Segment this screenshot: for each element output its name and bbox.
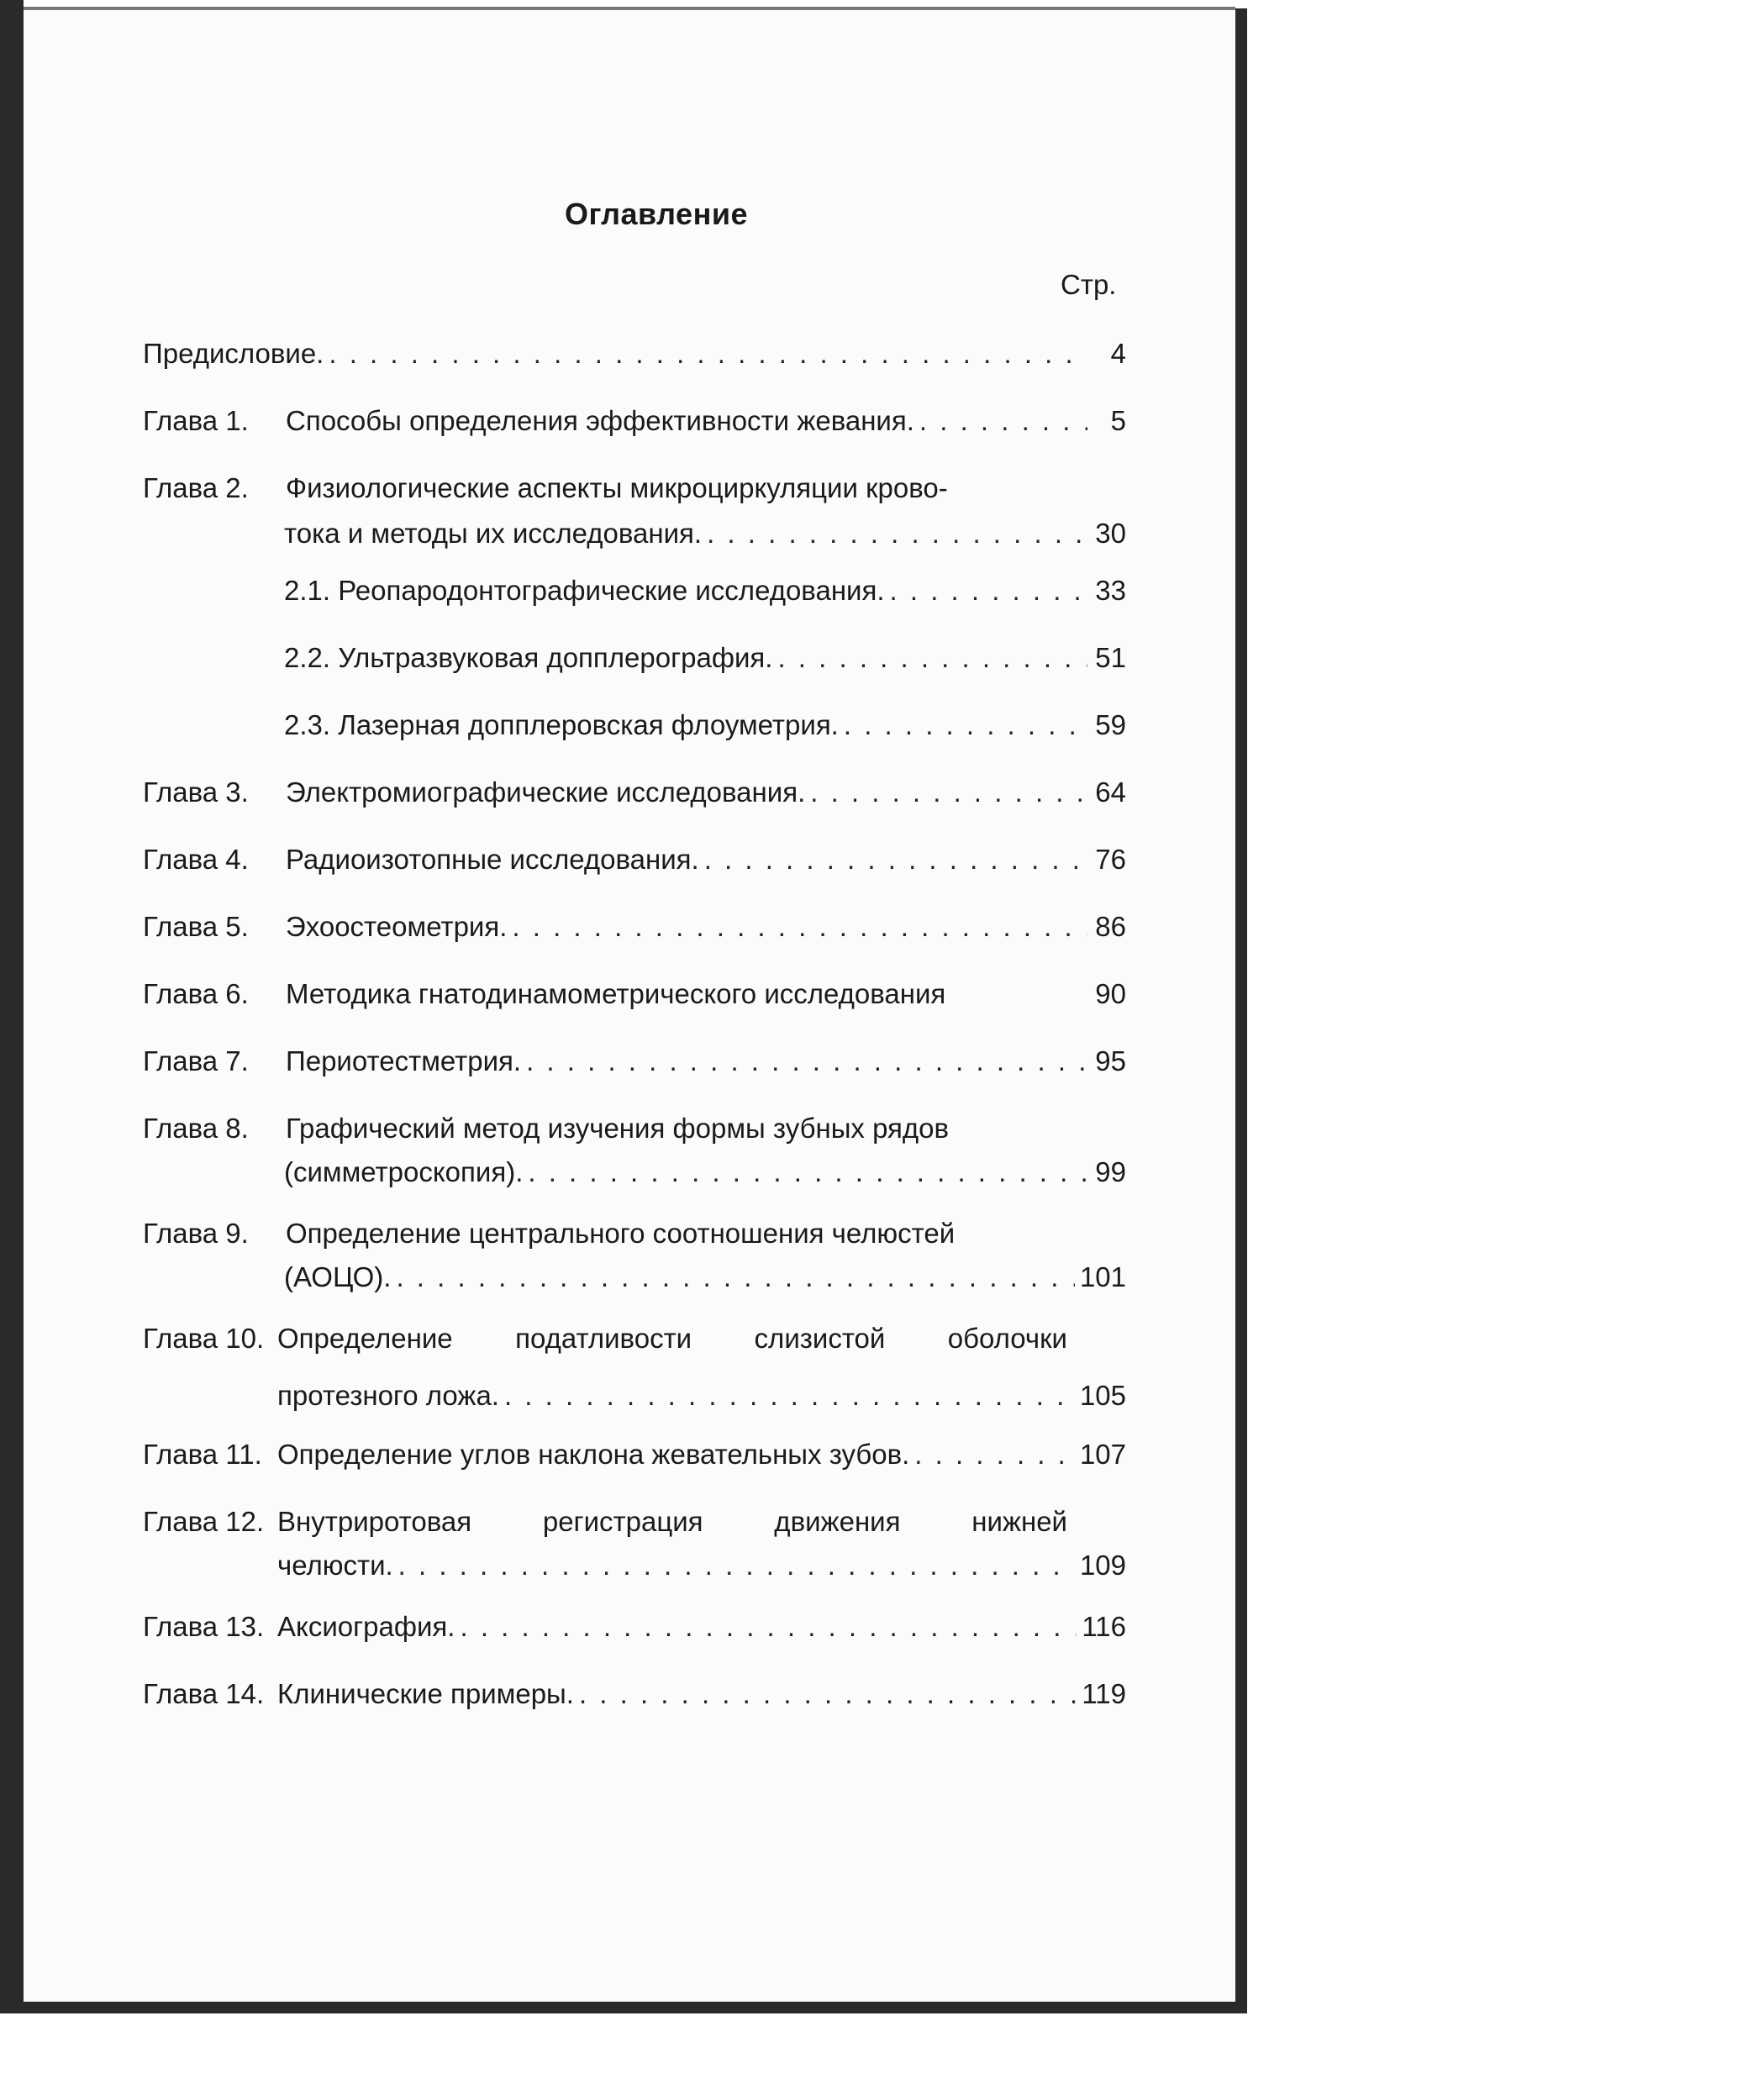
toc-entry-page: 107	[1079, 1439, 1126, 1470]
toc-entry-chapter-2	[143, 466, 1126, 555]
toc-entry-page: 64	[1095, 776, 1126, 808]
toc-entry-page: 116	[1082, 1611, 1126, 1642]
toc-entry-title-line-2: (АОЦО).	[284, 1261, 392, 1292]
toc-entry-page: 101	[1079, 1261, 1126, 1292]
toc-entry-chapter-12	[143, 1500, 1126, 1587]
chapter-label: Глава 1.	[143, 405, 249, 436]
leader-dots	[704, 838, 1087, 882]
chapter-label: Глава 14.	[143, 1678, 265, 1709]
toc-entry-title: Эхоостеометрия.	[286, 911, 508, 942]
toc-entry-title-line-1: Графический метод изучения формы зубных рядов	[286, 1113, 950, 1144]
toc-entry-chapter-9	[143, 1212, 1126, 1299]
toc-entry-chapter-7	[143, 1039, 1126, 1083]
toc-entry-title: 2.1. Реопародонтографические исследования.	[284, 575, 885, 606]
toc-entry-page: 51	[1095, 642, 1126, 673]
leader-dots	[504, 1374, 1075, 1418]
leader-dots	[398, 1544, 1075, 1587]
toc-entry-page: 95	[1095, 1045, 1126, 1076]
chapter-label: Глава 9.	[143, 1218, 249, 1249]
chapter-label: Глава 2.	[143, 472, 249, 503]
leader-dots	[707, 512, 1087, 555]
toc-entry-page: 76	[1095, 844, 1126, 875]
chapter-label: Глава 13.	[143, 1611, 265, 1642]
page-edge-right	[1235, 8, 1247, 2013]
chapter-label: Глава 7.	[143, 1045, 249, 1076]
toc-entry-page: 30	[1095, 518, 1126, 549]
page-column-header: Стр.	[1061, 269, 1117, 300]
toc-entry-page: 119	[1082, 1678, 1126, 1709]
leader-dots	[890, 569, 1087, 613]
toc-entry-title: Аксиография.	[277, 1611, 455, 1642]
leader-dots	[810, 771, 1087, 814]
toc-entry-page: 86	[1095, 911, 1126, 942]
toc-entry-chapter-1	[143, 399, 1126, 443]
chapter-label: Глава 8.	[143, 1113, 249, 1144]
toc-entry-title: 2.2. Ультразвуковая допплерография.	[284, 642, 773, 673]
toc-entry-title: Электромиографические исследования.	[286, 776, 806, 808]
leader-dots	[579, 1672, 1077, 1716]
toc-entry-chapter-5	[143, 905, 1126, 949]
toc-entry-chapter-14	[143, 1672, 1126, 1716]
toc-entry-page: 109	[1079, 1550, 1126, 1581]
toc-entry-title-line-2: (симметроскопия).	[284, 1156, 524, 1187]
toc-entry-chapter-4	[143, 838, 1126, 882]
leader-dots	[460, 1605, 1077, 1649]
toc-entry-page: 99	[1095, 1156, 1126, 1187]
leader-dots	[396, 1255, 1074, 1299]
toc-entry-title: Клинические примеры.	[277, 1678, 574, 1709]
toc-entry-page: 5	[1110, 405, 1126, 436]
toc-entry-chapter-6	[143, 972, 1126, 1016]
chapter-label: Глава 5.	[143, 911, 249, 942]
toc-entry-chapter-8	[143, 1107, 1126, 1194]
toc-entry-page: 4	[1110, 338, 1126, 369]
toc-entry-title-line-1: Определение центрального соотношения челюстей	[286, 1218, 956, 1249]
leader-dots	[844, 703, 1087, 747]
toc-title: Оглавление	[565, 197, 748, 231]
toc-entry-title: Радиоизотопные исследования.	[286, 844, 699, 875]
toc-entry-title: Определение углов наклона жевательных зубов.	[277, 1439, 910, 1470]
leader-dots	[919, 399, 1087, 443]
toc-entry-title-line-2: протезного ложа.	[277, 1380, 499, 1411]
toc-entry-title-line-1: Внутриротовая регистрация движения нижней	[277, 1506, 1067, 1537]
toc-entry-chapter-13	[143, 1605, 1126, 1649]
toc-entry-page: 90	[1095, 978, 1126, 1009]
toc-entry-title: Предисловие.	[143, 338, 324, 369]
toc-entry-page: 33	[1095, 575, 1126, 606]
toc-entry-page: 105	[1079, 1380, 1126, 1411]
toc-entry-section-2-1	[143, 569, 1126, 613]
toc-entry-title-line-2: тока и методы их исследования.	[284, 518, 703, 549]
toc-entry-title: Методика гнатодинамометрического исследования	[286, 978, 946, 1009]
leader-dots	[777, 636, 1087, 680]
toc-entry-title: Периотестметрия.	[286, 1045, 522, 1076]
toc-entry-title: Способы определения эффективности жевания.	[286, 405, 914, 436]
toc-entry-chapter-10	[143, 1317, 1126, 1418]
toc-entry-section-2-2	[143, 636, 1126, 680]
toc-entry-chapter-11	[143, 1433, 1126, 1476]
toc-entry-title: 2.3. Лазерная допплеровская флоуметрия.	[284, 709, 839, 740]
chapter-label: Глава 6.	[143, 978, 249, 1009]
toc-entry-title-line-2: челюсти.	[277, 1550, 393, 1581]
toc-entry-section-2-3	[143, 703, 1126, 747]
chapter-label: Глава 11.	[143, 1439, 262, 1470]
toc-entry-title-line-1: Физиологические аспекты микроциркуляции крово-	[286, 472, 948, 503]
toc-entry-title-line-1: Определение податливости слизистой оболочки	[277, 1323, 1067, 1354]
chapter-label: Глава 10.	[143, 1323, 265, 1354]
chapter-label: Глава 12.	[143, 1506, 265, 1537]
chapter-label: Глава 3.	[143, 776, 249, 808]
leader-dots	[914, 1433, 1075, 1476]
leader-dots	[512, 905, 1087, 949]
toc-entry-preface	[143, 332, 1126, 376]
page-edge-left	[0, 0, 24, 2013]
leader-dots	[329, 332, 1087, 376]
toc-entry-page: 59	[1095, 709, 1126, 740]
chapter-label: Глава 4.	[143, 844, 249, 875]
page-edge-bottom	[0, 2002, 1247, 2013]
leader-dots	[528, 1150, 1087, 1194]
leader-dots	[526, 1039, 1087, 1083]
toc-entry-chapter-3	[143, 771, 1126, 814]
